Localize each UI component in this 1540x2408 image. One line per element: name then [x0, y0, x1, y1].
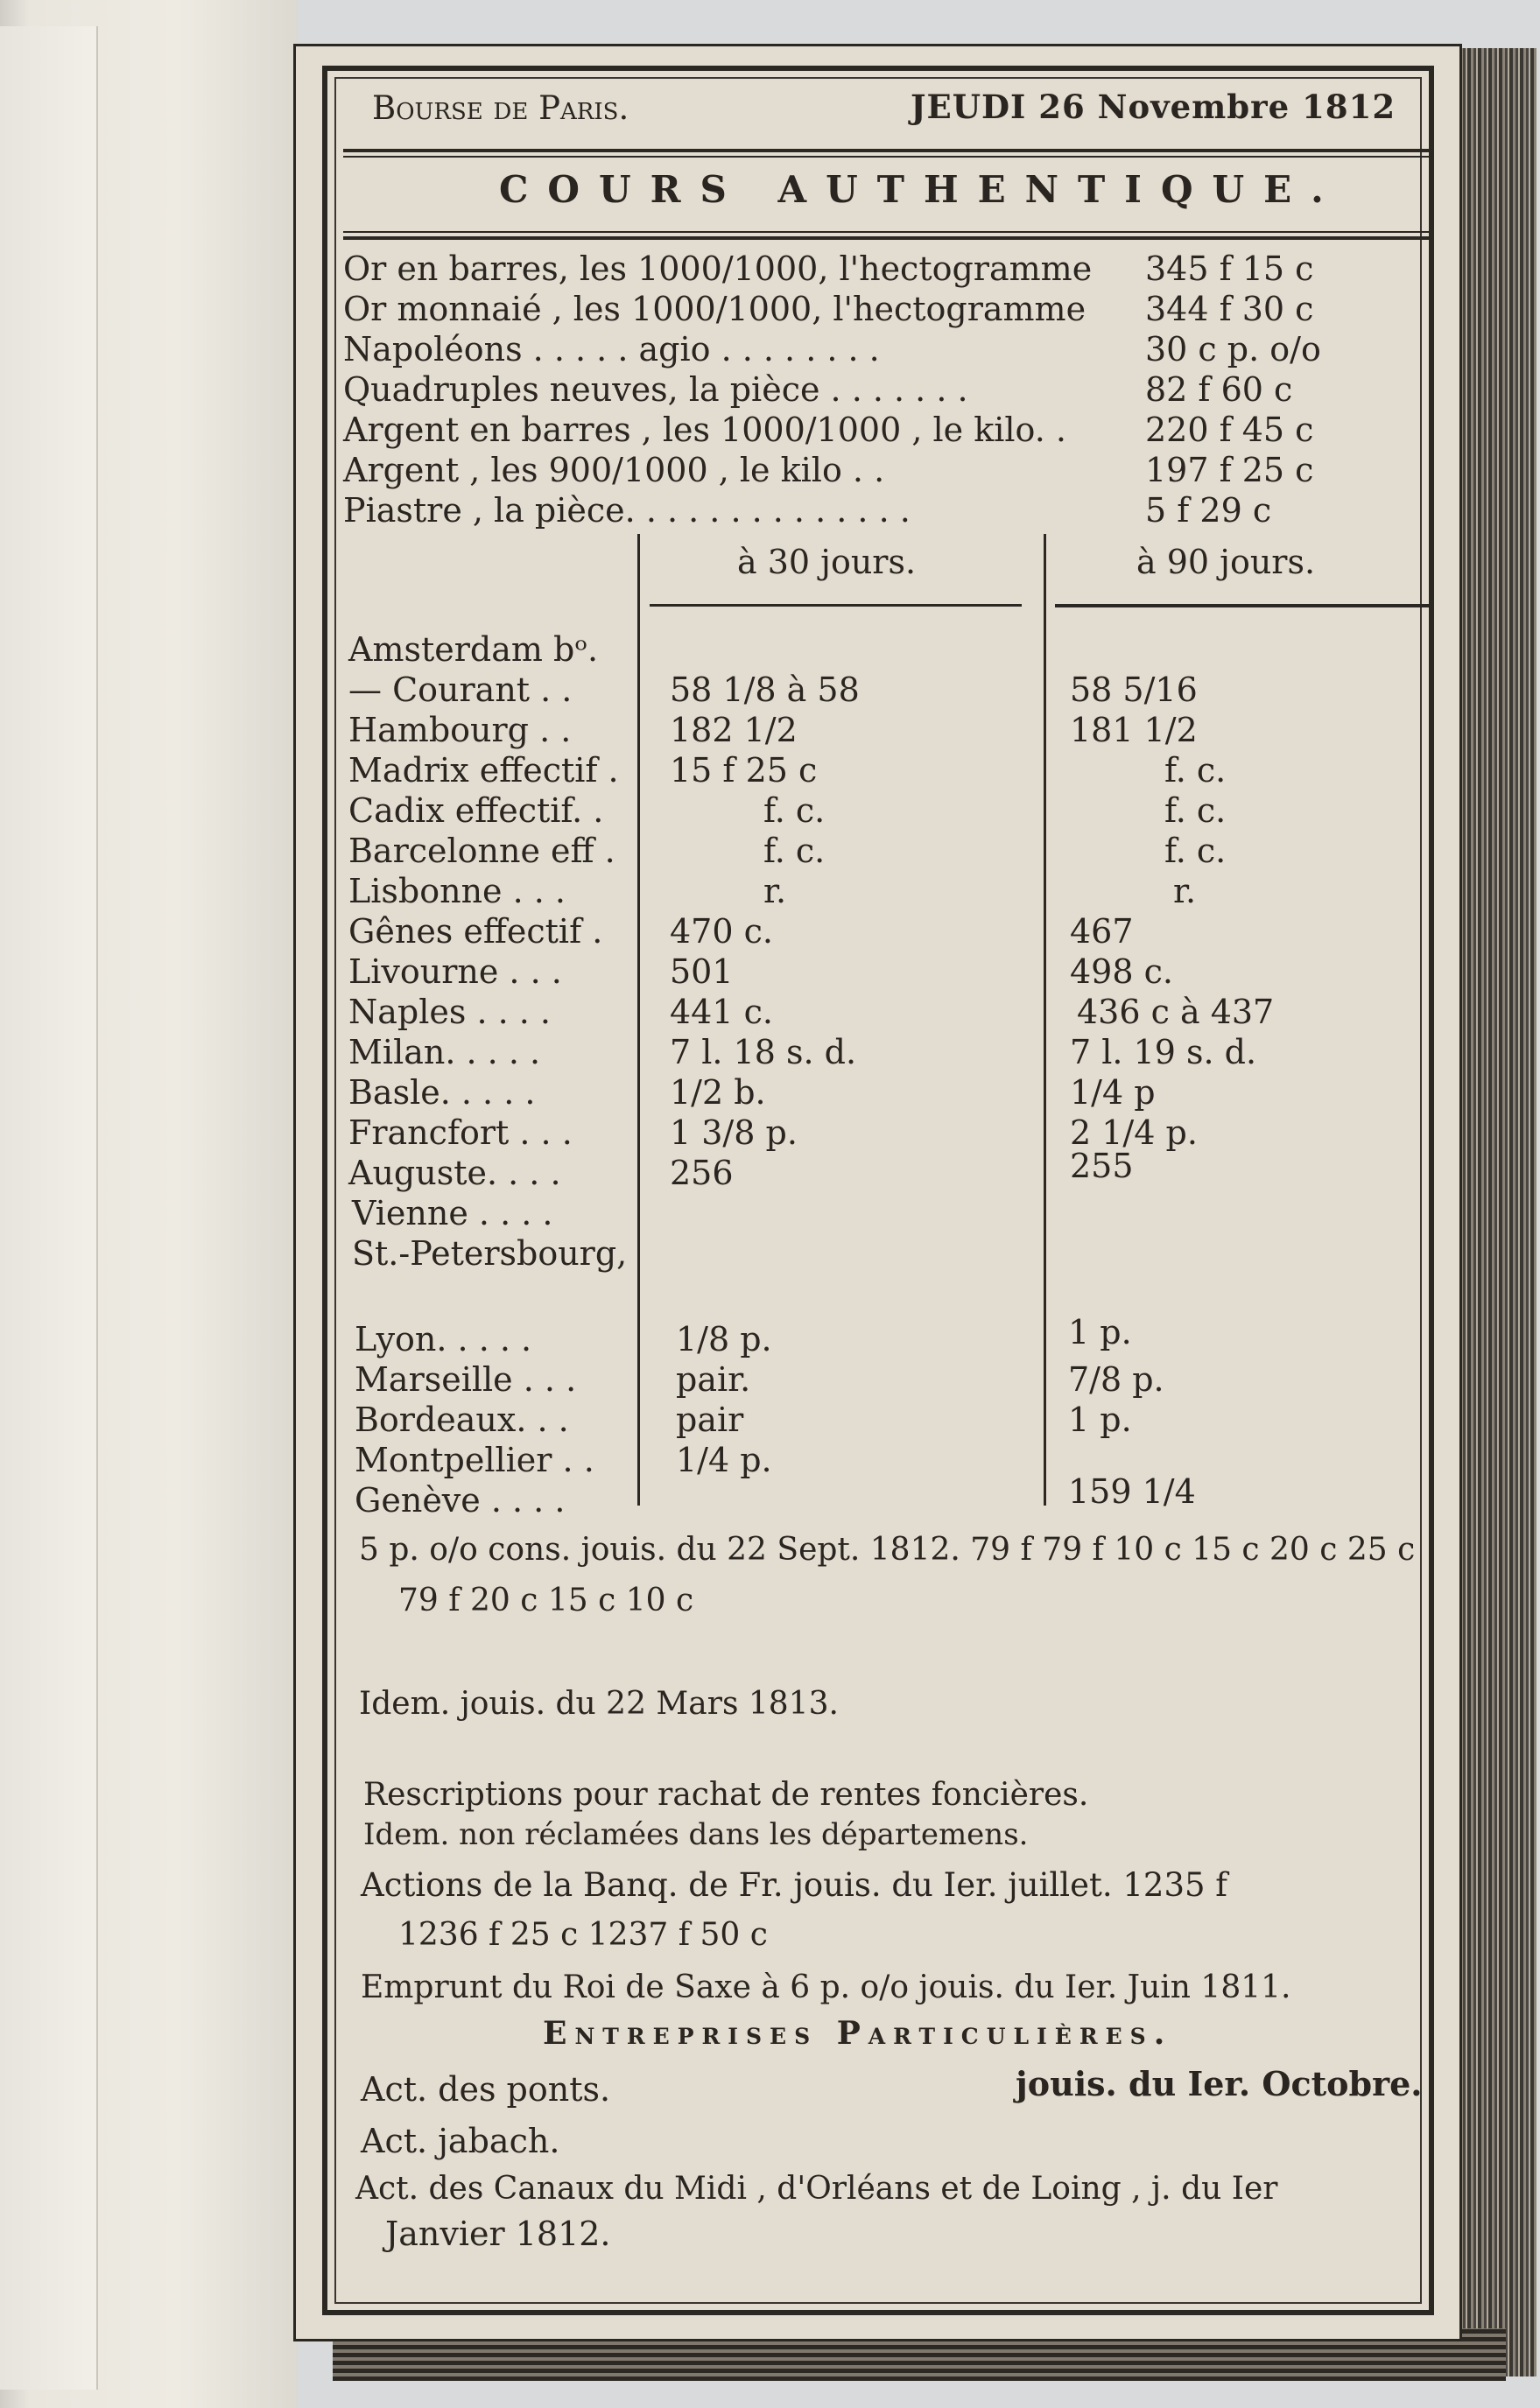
metal-value: 344 f 30 c [1145, 290, 1314, 328]
rentes-idem: Idem. jouis. du 22 Mars 1813. [359, 1686, 839, 1722]
table-cell-30: 441 c. [670, 993, 773, 1031]
metal-label: Quadruples neuves, la pièce . . . . . . . [343, 370, 968, 409]
table-cell-90: f. c. [1164, 791, 1227, 830]
header-date: JEUDI 26 Novembre 1812 [911, 88, 1396, 126]
table-cell-30: pair [676, 1401, 744, 1439]
table-cell-30: 1/2 b. [670, 1073, 766, 1112]
other-line: 1236 f 25 c 1237 f 50 c [398, 1917, 768, 1953]
metal-value: 220 f 45 c [1145, 411, 1314, 449]
table-row-place: Basle. . . . . [348, 1073, 536, 1112]
table-cell-90: 7 l. 19 s. d. [1070, 1033, 1257, 1071]
table-cell-30: 501 [670, 952, 734, 991]
table-row-place: Madrix effectif . [348, 751, 619, 790]
table-row-place: St.-Petersbourg, [352, 1234, 628, 1273]
table-cell-30: 470 c. [670, 912, 773, 951]
table-cell-90: 181 1/2 [1070, 711, 1198, 749]
table-row-place: Bordeaux. . . [355, 1401, 569, 1439]
title-rule-thin [343, 231, 1431, 233]
table-cell-90: 1 p. [1068, 1313, 1132, 1351]
table-row-place: Montpellier . . [355, 1441, 594, 1479]
other-line: Rescriptions pour rachat de rentes foncières. [363, 1777, 1089, 1813]
metal-label: Napoléons . . . . . agio . . . . . . . . [343, 330, 880, 369]
table-row-place: Amsterdam bᵒ. [348, 630, 599, 669]
table-cell-90: 1/4 p [1070, 1073, 1156, 1112]
jabach-line: Act. jabach. [361, 2122, 560, 2160]
table-cell-30: 7 l. 18 s. d. [670, 1033, 857, 1071]
table-cell-30: pair. [676, 1360, 751, 1399]
table-row-place: — Courant . . [348, 670, 573, 709]
table-row-place: Gênes effectif . [348, 912, 603, 951]
table-row-place: Lyon. . . . . [355, 1320, 532, 1358]
table-cell-30: r. [763, 872, 787, 910]
table-row-place: Vienne . . . . [352, 1194, 553, 1232]
left-page-edge [0, 26, 98, 2390]
header-rule-top-thin [343, 156, 1431, 158]
canaux-line-2: Janvier 1812. [385, 2215, 611, 2253]
table-row-place: Naples . . . . [348, 993, 552, 1031]
table-divider-left [637, 534, 640, 1506]
table-cell-90: f. c. [1164, 832, 1227, 870]
rentes-line-1: 5 p. o/o cons. jouis. du 22 Sept. 1812. 79 f 79 f 10 c 15 c 20 c 25 c [359, 1532, 1416, 1568]
table-cell-90: 498 c. [1070, 952, 1173, 991]
table-cell-30: 58 1/8 à 58 [670, 670, 860, 709]
table-cell-30: 1/8 p. [676, 1320, 772, 1358]
metal-value: 197 f 25 c [1145, 451, 1314, 489]
metal-label: Piastre , la pièce. . . . . . . . . . . . . . [343, 491, 911, 530]
metal-value: 30 c p. o/o [1145, 330, 1321, 369]
metal-label: Argent , les 900/1000 , le kilo . . [343, 451, 885, 489]
table-cell-90: 2 1/4 p. [1070, 1113, 1198, 1152]
header-rule-top [343, 149, 1431, 152]
entreprises-title: Entreprises Particulières. [543, 2015, 1173, 2052]
page-title: COURS AUTHENTIQUE. [499, 168, 1343, 211]
table-row-place: Francfort . . . [348, 1113, 573, 1152]
table-row-place: Genève . . . . [355, 1481, 566, 1520]
table-cell-30: 15 f 25 c [670, 751, 818, 790]
header-90-rule [1055, 604, 1430, 607]
ponts-label: Act. des ponts. [361, 2070, 611, 2109]
header-30-rule [650, 604, 1022, 607]
table-cell-90: 7/8 p. [1068, 1360, 1164, 1399]
metal-value: 5 f 29 c [1145, 491, 1272, 530]
table-row-place: Lisbonne . . . [348, 872, 566, 910]
table-row-place: Cadix effectif. . [348, 791, 604, 830]
table-divider-right [1044, 534, 1046, 1506]
table-row-place: Milan. . . . . [348, 1033, 541, 1071]
metal-value: 82 f 60 c [1145, 370, 1293, 409]
table-cell-90: 467 [1070, 912, 1134, 951]
table-cell-30: f. c. [763, 832, 826, 870]
table-row-place: Barcelonne eff . [348, 832, 615, 870]
ponts-value: jouis. du Ier. Octobre. [1016, 2064, 1423, 2103]
title-rule-bottom [343, 236, 1431, 240]
table-cell-90: 255 [1070, 1147, 1134, 1185]
table-row-place: Marseille . . . [355, 1360, 577, 1399]
header-90-days: à 90 jours. [1136, 543, 1316, 581]
other-line: Emprunt du Roi de Saxe à 6 p. o/o jouis. du Ier. Juin 1811. [361, 1969, 1291, 2005]
metal-label: Argent en barres , les 1000/1000 , le kilo. . [343, 411, 1066, 449]
table-cell-90: r. [1173, 872, 1197, 910]
table-cell-30: f. c. [763, 791, 826, 830]
metal-label: Or en barres, les 1000/1000, l'hectogramme [343, 249, 1093, 288]
table-cell-90: 436 c à 437 [1077, 993, 1275, 1031]
table-cell-30: 1/4 p. [676, 1441, 772, 1479]
metal-value: 345 f 15 c [1145, 249, 1314, 288]
table-cell-90: 1 p. [1068, 1401, 1132, 1439]
metal-label: Or monnaié , les 1000/1000, l'hectogramme [343, 290, 1086, 328]
table-cell-30: 256 [670, 1154, 734, 1192]
canaux-line-1: Act. des Canaux du Midi , d'Orléans et de Loing , j. du Ier [355, 2171, 1278, 2207]
table-row-place: Livourne . . . [348, 952, 562, 991]
header-30-days: à 30 jours. [737, 543, 917, 581]
other-line: Actions de la Banq. de Fr. jouis. du Ier. juillet. 1235 f [361, 1866, 1228, 1904]
table-cell-90: 159 1/4 [1068, 1472, 1196, 1511]
header-left: Bourse de Paris. [372, 89, 629, 127]
other-line: Idem. non réclamées dans les départemens. [363, 1817, 1029, 1852]
rentes-line-2: 79 f 20 c 15 c 10 c [398, 1583, 694, 1618]
table-row-place: Auguste. . . . [348, 1154, 561, 1192]
table-cell-30: 182 1/2 [670, 711, 798, 749]
table-cell-30: 1 3/8 p. [670, 1113, 798, 1152]
table-cell-90: 58 5/16 [1070, 670, 1198, 709]
table-row-place: Hambourg . . [348, 711, 572, 749]
table-cell-90: f. c. [1164, 751, 1227, 790]
